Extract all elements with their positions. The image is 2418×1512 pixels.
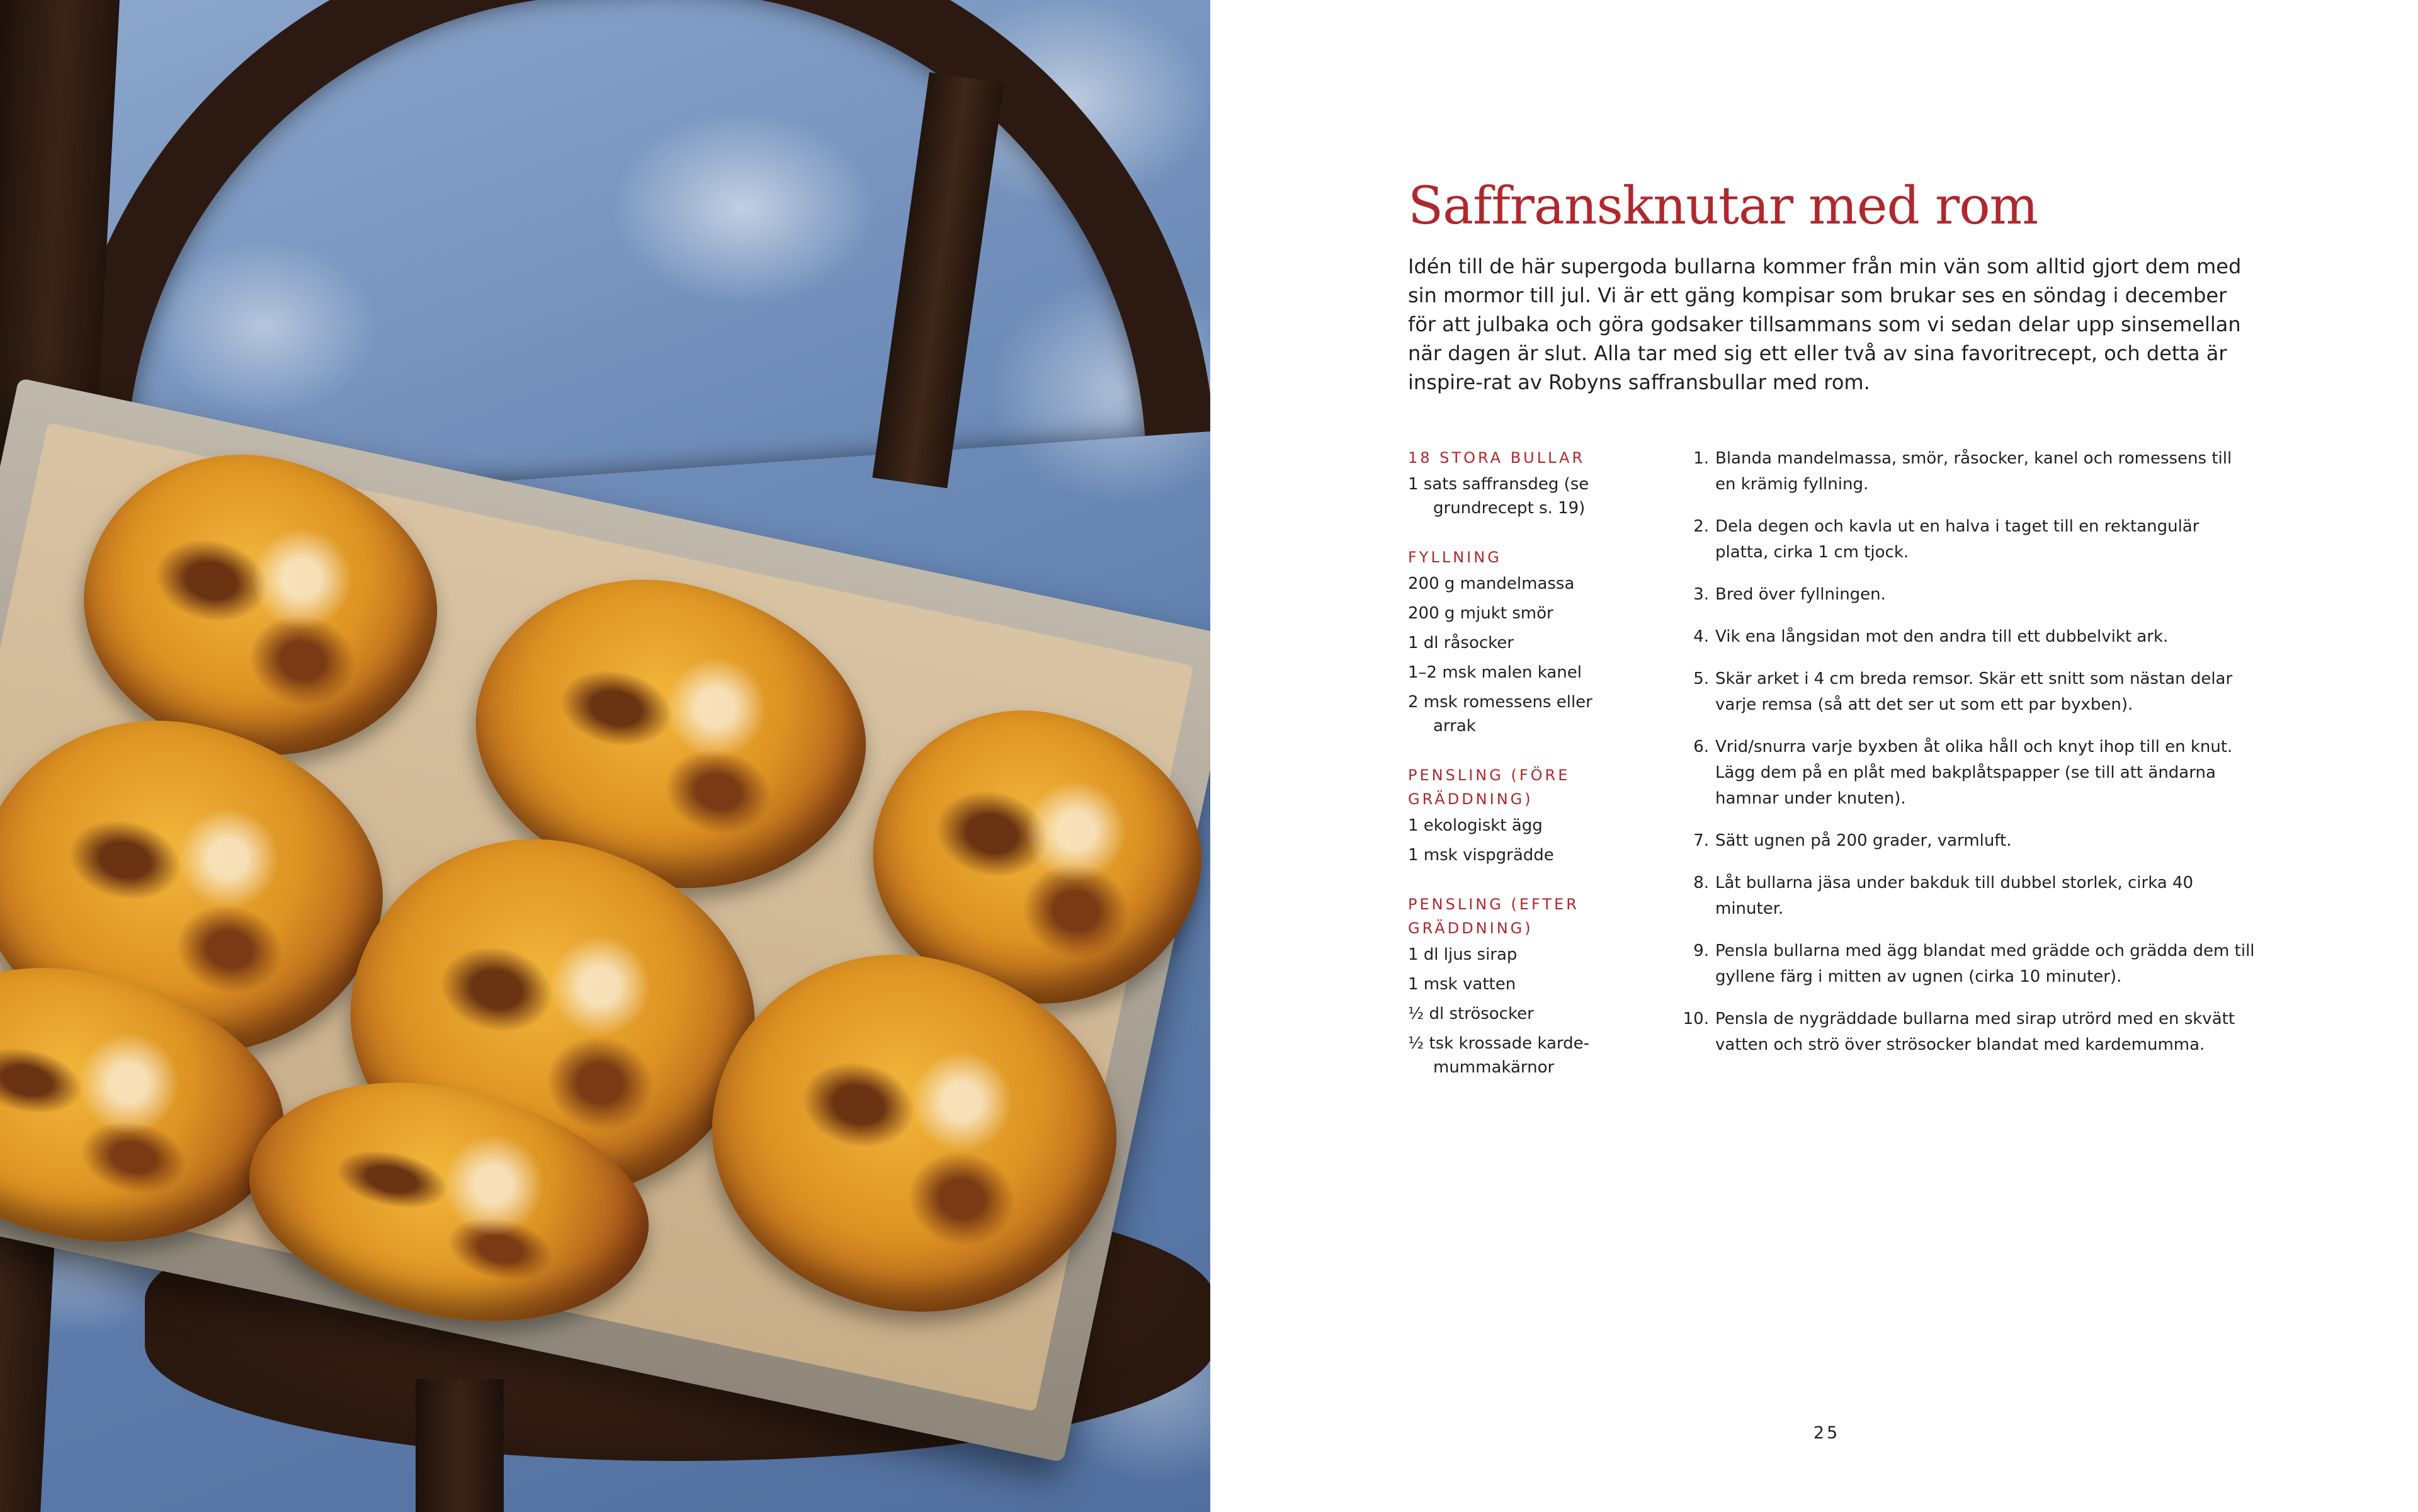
chair-leg xyxy=(416,1379,504,1512)
step-text: Dela degen och kavla ut en halva i taget till en rektangulär platta, cirka 1 cm tjock. xyxy=(1715,517,2199,562)
ingredient-item: 1–2 msk malen kanel xyxy=(1408,663,1582,682)
method-step xyxy=(1689,582,2256,608)
method-step xyxy=(1683,1006,2256,1058)
step-number: 8. xyxy=(1693,873,1709,892)
ingredient-item: 1 dl råsocker xyxy=(1408,634,1514,652)
method-step xyxy=(1689,446,2256,497)
method-step xyxy=(1689,734,2256,812)
step-text: Pensla de nygräddade bullarna med sirap utrörd med en skvätt vatten och strö över strösocker blandat med kardemumma. xyxy=(1715,1009,2235,1054)
method-step xyxy=(1689,938,2256,990)
ingredient-group-servings xyxy=(1408,446,1635,520)
ingredient-item: 200 g mandelmassa xyxy=(1408,574,1575,593)
baking-paper xyxy=(0,423,1194,1411)
step-text: Låt bullarna jäsa under bakduk till dubbel storlek, cirka 40 minuter. xyxy=(1715,873,2194,918)
step-text: Vrid/snurra varje byxben åt olika håll och knyt ihop till en knut. Lägg dem på en plåt med bakplåtspapper (se till att ändarna hamnar under knuten). xyxy=(1715,737,2233,808)
step-number: 9. xyxy=(1693,941,1709,960)
step-number: 6. xyxy=(1693,737,1709,756)
ingredients-column xyxy=(1408,446,1635,1105)
ingredient-heading: PENSLING (EFTER GRÄDDNING) xyxy=(1408,895,1579,937)
step-number: 1. xyxy=(1693,449,1709,468)
page-number: 25 xyxy=(1813,1423,1841,1443)
step-text: Blanda mandelmassa, smör, råsocker, kanel och romessens till en krämig fyllning. xyxy=(1715,449,2232,494)
step-number: 10. xyxy=(1683,1009,1709,1028)
recipe-intro: Idén till de här supergoda bullarna kommer från min vän som alltid gjort dem med sin mormor till jul. Vi är ett gäng kompisar som brukar ses en söndag i december för att julbaka och göra godsaker tillsammans som vi sedan delar upp sinsemellan när dagen är slut. Alla tar med sig ett eller två av sina favoritrecept, och detta är inspire-rat av Robyns saffransbullar med rom. xyxy=(1408,254,2242,394)
ingredient-item: ½ dl strösocker xyxy=(1408,1004,1534,1023)
step-number: 7. xyxy=(1693,831,1709,850)
ingredient-item: 2 msk romessens eller arrak xyxy=(1408,693,1592,736)
ingredient-heading: 18 STORA BULLAR xyxy=(1408,449,1586,467)
method-step xyxy=(1689,870,2256,922)
method-step xyxy=(1689,624,2256,650)
ingredient-item: 1 ekologiskt ägg xyxy=(1408,816,1543,835)
step-text: Skär arket i 4 cm breda remsor. Skär ett snitt som nästan delar varje remsa (så att det ser ut som ett par byxben). xyxy=(1715,669,2233,714)
step-text: Pensla bullarna med ägg blandat med grädde och grädda dem till gyllene färg i mitten av ugnen (cirka 10 minuter). xyxy=(1715,941,2255,986)
ingredient-group-filling xyxy=(1408,545,1635,738)
step-text: Vik ena långsidan mot den andra till ett dubbelvikt ark. xyxy=(1715,627,2169,646)
method-steps xyxy=(1683,446,2256,1074)
ingredient-item: 1 sats saffransdeg (se grundrecept s. 19) xyxy=(1408,475,1589,518)
step-number: 4. xyxy=(1693,627,1709,646)
ingredient-group-glaze-before xyxy=(1408,763,1635,867)
ingredient-item: ½ tsk krossade karde-mummakärnor xyxy=(1408,1034,1590,1077)
recipe-page xyxy=(1210,0,2418,1512)
ingredient-item: 1 msk vatten xyxy=(1408,975,1516,994)
recipe-title: Saffransknutar med rom xyxy=(1408,176,2038,236)
ingredient-heading: PENSLING (FÖRE GRÄDDNING) xyxy=(1408,766,1570,808)
step-number: 3. xyxy=(1693,585,1709,604)
method-step xyxy=(1689,666,2256,718)
method-step xyxy=(1689,828,2256,854)
ingredient-item: 200 g mjukt smör xyxy=(1408,604,1553,623)
ingredient-item: 1 dl ljus sirap xyxy=(1408,945,1518,964)
ingredient-item: 1 msk vispgrädde xyxy=(1408,846,1554,865)
step-number: 2. xyxy=(1693,517,1709,536)
step-text: Sätt ugnen på 200 grader, varmluft. xyxy=(1715,831,2012,850)
step-number: 5. xyxy=(1693,669,1709,688)
ingredient-heading: FYLLNING xyxy=(1408,549,1502,566)
method-step xyxy=(1689,514,2256,566)
step-text: Bred över fyllningen. xyxy=(1715,585,1886,604)
ingredient-group-glaze-after xyxy=(1408,892,1635,1079)
